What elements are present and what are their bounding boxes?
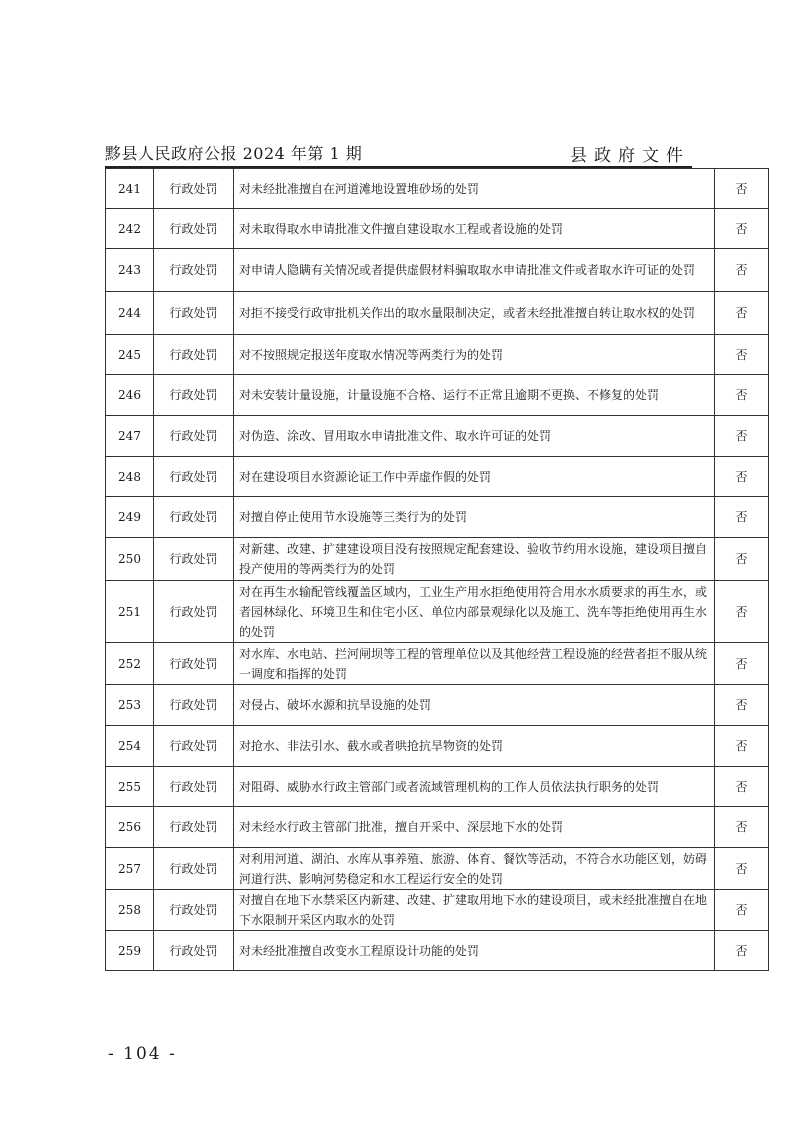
row-flag: 否 bbox=[715, 807, 769, 848]
row-number: 241 bbox=[106, 169, 154, 209]
row-flag: 否 bbox=[715, 581, 769, 643]
row-item: 对不按照规定报送年度取水情况等两类行为的处罚 bbox=[234, 335, 715, 375]
gazette-title: 黟县人民政府公报 2024 年第 1 期 bbox=[105, 144, 363, 163]
section-title: 县政府文件 bbox=[570, 146, 690, 166]
table-row bbox=[106, 249, 769, 292]
row-flag: 否 bbox=[715, 726, 769, 767]
row-flag: 否 bbox=[715, 767, 769, 807]
row-flag: 否 bbox=[715, 169, 769, 209]
row-type: 行政处罚 bbox=[154, 169, 234, 209]
row-flag: 否 bbox=[715, 643, 769, 685]
row-flag: 否 bbox=[715, 848, 769, 890]
row-item: 对侵占、破坏水源和抗旱设施的处罚 bbox=[234, 685, 715, 726]
table-row bbox=[106, 209, 769, 249]
row-flag: 否 bbox=[715, 538, 769, 581]
row-number: 246 bbox=[106, 375, 154, 416]
row-flag: 否 bbox=[715, 497, 769, 538]
row-number: 253 bbox=[106, 685, 154, 726]
row-number: 259 bbox=[106, 931, 154, 971]
row-number: 258 bbox=[106, 890, 154, 931]
row-item: 对申请人隐瞒有关情况或者提供虚假材料骗取取水申请批准文件或者取水许可证的处罚 bbox=[234, 249, 715, 292]
row-item: 对未经批准擅自改变水工程原设计功能的处罚 bbox=[234, 931, 715, 971]
row-type: 行政处罚 bbox=[154, 767, 234, 807]
penalty-table bbox=[105, 168, 769, 971]
row-flag: 否 bbox=[715, 249, 769, 292]
table-row bbox=[106, 643, 769, 685]
row-type: 行政处罚 bbox=[154, 685, 234, 726]
row-type: 行政处罚 bbox=[154, 890, 234, 931]
row-number: 244 bbox=[106, 292, 154, 335]
row-flag: 否 bbox=[715, 335, 769, 375]
row-type: 行政处罚 bbox=[154, 538, 234, 581]
page-number: - 104 - bbox=[108, 1044, 177, 1064]
row-type: 行政处罚 bbox=[154, 848, 234, 890]
row-type: 行政处罚 bbox=[154, 209, 234, 249]
row-number: 255 bbox=[106, 767, 154, 807]
table-row bbox=[106, 767, 769, 807]
row-item: 对水库、水电站、拦河闸坝等工程的管理单位以及其他经营工程设施的经营者拒不服从统一调度和指挥的处罚 bbox=[234, 643, 715, 685]
table-row bbox=[106, 375, 769, 416]
row-flag: 否 bbox=[715, 416, 769, 457]
row-number: 243 bbox=[106, 249, 154, 292]
table-row bbox=[106, 581, 769, 643]
row-flag: 否 bbox=[715, 457, 769, 497]
row-item: 对未安装计量设施，计量设施不合格、运行不正常且逾期不更换、不修复的处罚 bbox=[234, 375, 715, 416]
row-number: 252 bbox=[106, 643, 154, 685]
row-type: 行政处罚 bbox=[154, 375, 234, 416]
row-type: 行政处罚 bbox=[154, 643, 234, 685]
table-row bbox=[106, 335, 769, 375]
row-flag: 否 bbox=[715, 685, 769, 726]
row-number: 257 bbox=[106, 848, 154, 890]
table-row bbox=[106, 169, 769, 209]
table-row bbox=[106, 457, 769, 497]
row-item: 对阻碍、威胁水行政主管部门或者流域管理机构的工作人员依法执行职务的处罚 bbox=[234, 767, 715, 807]
row-type: 行政处罚 bbox=[154, 497, 234, 538]
row-number: 248 bbox=[106, 457, 154, 497]
row-item: 对利用河道、湖泊、水库从事养殖、旅游、体育、餐饮等活动，不符合水功能区划，妨碍河道行洪、影响河势稳定和水工程运行安全的处罚 bbox=[234, 848, 715, 890]
row-flag: 否 bbox=[715, 931, 769, 971]
row-item: 对在建设项目水资源论证工作中弄虚作假的处罚 bbox=[234, 457, 715, 497]
table-row bbox=[106, 292, 769, 335]
table-row bbox=[106, 497, 769, 538]
row-number: 247 bbox=[106, 416, 154, 457]
row-item: 对拒不接受行政审批机关作出的取水量限制决定，或者未经批准擅自转让取水权的处罚 bbox=[234, 292, 715, 335]
row-number: 251 bbox=[106, 581, 154, 643]
table-row bbox=[106, 538, 769, 581]
row-type: 行政处罚 bbox=[154, 335, 234, 375]
row-type: 行政处罚 bbox=[154, 931, 234, 971]
table-row bbox=[106, 890, 769, 931]
row-number: 256 bbox=[106, 807, 154, 848]
table-row bbox=[106, 848, 769, 890]
table-row bbox=[106, 931, 769, 971]
row-flag: 否 bbox=[715, 375, 769, 416]
table-row bbox=[106, 685, 769, 726]
row-item: 对未经批准擅自在河道滩地设置堆砂场的处罚 bbox=[234, 169, 715, 209]
row-type: 行政处罚 bbox=[154, 807, 234, 848]
table-row bbox=[106, 807, 769, 848]
row-type: 行政处罚 bbox=[154, 581, 234, 643]
row-item: 对未经水行政主管部门批准，擅自开采中、深层地下水的处罚 bbox=[234, 807, 715, 848]
row-number: 245 bbox=[106, 335, 154, 375]
row-item: 对新建、改建、扩建建设项目没有按照规定配套建设、验收节约用水设施，建设项目擅自投产使用的等两类行为的处罚 bbox=[234, 538, 715, 581]
table-row bbox=[106, 726, 769, 767]
table-row bbox=[106, 416, 769, 457]
row-type: 行政处罚 bbox=[154, 416, 234, 457]
row-type: 行政处罚 bbox=[154, 726, 234, 767]
row-type: 行政处罚 bbox=[154, 249, 234, 292]
page-header bbox=[105, 141, 692, 165]
row-type: 行政处罚 bbox=[154, 457, 234, 497]
row-number: 242 bbox=[106, 209, 154, 249]
row-item: 对伪造、涂改、冒用取水申请批准文件、取水许可证的处罚 bbox=[234, 416, 715, 457]
row-flag: 否 bbox=[715, 209, 769, 249]
row-item: 对在再生水输配管线覆盖区域内，工业生产用水拒绝使用符合用水水质要求的再生水，或者园林绿化、环境卫生和住宅小区、单位内部景观绿化以及施工、洗车等拒绝使用再生水的处罚 bbox=[234, 581, 715, 643]
row-flag: 否 bbox=[715, 890, 769, 931]
row-item: 对擅自在地下水禁采区内新建、改建、扩建取用地下水的建设项目，或未经批准擅自在地下水限制开采区内取水的处罚 bbox=[234, 890, 715, 931]
row-item: 对抢水、非法引水、截水或者哄抢抗旱物资的处罚 bbox=[234, 726, 715, 767]
row-item: 对擅自停止使用节水设施等三类行为的处罚 bbox=[234, 497, 715, 538]
row-flag: 否 bbox=[715, 292, 769, 335]
row-number: 250 bbox=[106, 538, 154, 581]
row-number: 249 bbox=[106, 497, 154, 538]
row-type: 行政处罚 bbox=[154, 292, 234, 335]
row-number: 254 bbox=[106, 726, 154, 767]
row-item: 对未取得取水申请批准文件擅自建设取水工程或者设施的处罚 bbox=[234, 209, 715, 249]
